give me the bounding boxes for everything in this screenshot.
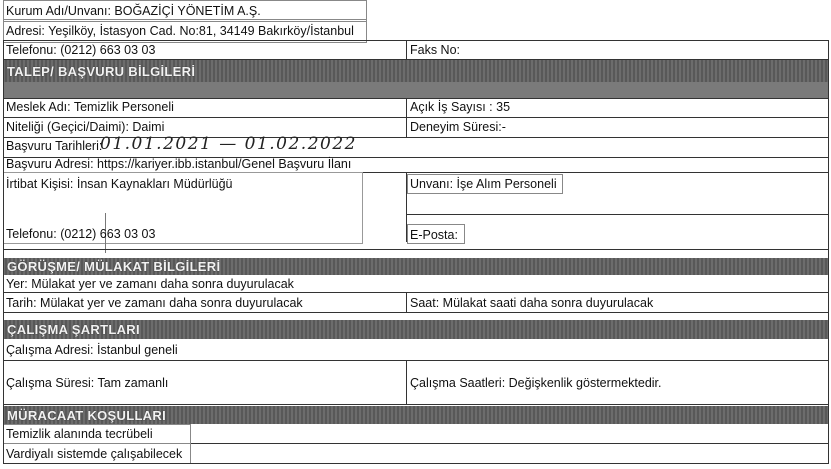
divider (3, 312, 829, 313)
section-header-working-conditions: ÇALIŞMA ŞARTLARI (3, 320, 828, 339)
requirement-item: Vardiyalı sistemde çalışabilecek (6, 447, 183, 461)
divider (3, 40, 829, 41)
work-duration: Çalışma Süresi: Tam zamanlı (6, 376, 169, 390)
institution-address: Adresi: Yeşilköy, İstasyon Cad. No:81, 34149 Bakırköy/İstanbul (6, 24, 354, 38)
divider (3, 360, 829, 361)
experience-duration: Deneyim Süresi:- (410, 120, 506, 134)
application-dates-label: Başvuru Tarihleri: (6, 139, 103, 153)
divider (3, 463, 829, 464)
divider (406, 214, 829, 215)
institution-phone: Telefonu: (0212) 663 03 03 (6, 43, 156, 57)
divider (406, 98, 407, 138)
divider (406, 292, 407, 312)
requirement-item: Temizlik alanında tecrübeli (6, 427, 153, 441)
position-nature: Niteliği (Geçici/Daimi): Daimi (6, 120, 165, 134)
job-title: Meslek Adı: Temizlik Personeli (6, 100, 174, 114)
divider (406, 40, 407, 60)
contact-person: İrtibat Kişisi: İnsan Kaynakları Müdürlüğü (6, 177, 233, 191)
frame-right (828, 40, 829, 464)
institution-fax: Faks No: (410, 43, 461, 57)
contact-phone: Telefonu: (0212) 663 03 03 (6, 227, 156, 241)
divider (3, 292, 829, 293)
divider (3, 249, 829, 250)
interview-place: Yer: Mülakat yer ve zamanı daha sonra duyurulacak (6, 277, 294, 291)
interview-date: Tarih: Mülakat yer ve zamanı daha sonra duyurulacak (6, 296, 303, 310)
section-header-interview: GÖRÜŞME/ MÜLAKAT BİLGİLERİ (3, 258, 828, 275)
contact-title: Unvanı: İşe Alım Personeli (410, 177, 557, 191)
work-hours: Çalışma Saatleri: Değişkenlik göstermektedir. (410, 376, 662, 390)
institution-name: Kurum Adı/Unvanı: BOĞAZİÇİ YÖNETİM A.Ş. (6, 4, 261, 18)
application-address: Başvuru Adresi: https://kariyer.ibb.istanbul/Genel Başvuru İlanı (6, 157, 352, 171)
application-dates-handwritten: 01.01.2021 — 01.02.2022 (100, 134, 357, 154)
contact-email: E-Posta: (410, 228, 458, 242)
divider (3, 404, 829, 405)
interview-time: Saat: Mülakat saati daha sonra duyurulacak (410, 296, 654, 310)
section-header-requirements: MÜRACAAT KOŞULLARI (3, 406, 828, 424)
work-address: Çalışma Adresi: İstanbul geneli (6, 343, 178, 357)
section-shade (3, 82, 828, 98)
divider (406, 360, 407, 404)
divider (3, 98, 829, 99)
frame-left (3, 40, 4, 464)
open-positions: Açık İş Sayısı : 35 (410, 100, 511, 114)
section-header-application: TALEP/ BAŞVURU BİLGİLERİ (3, 60, 828, 82)
divider (3, 117, 829, 118)
